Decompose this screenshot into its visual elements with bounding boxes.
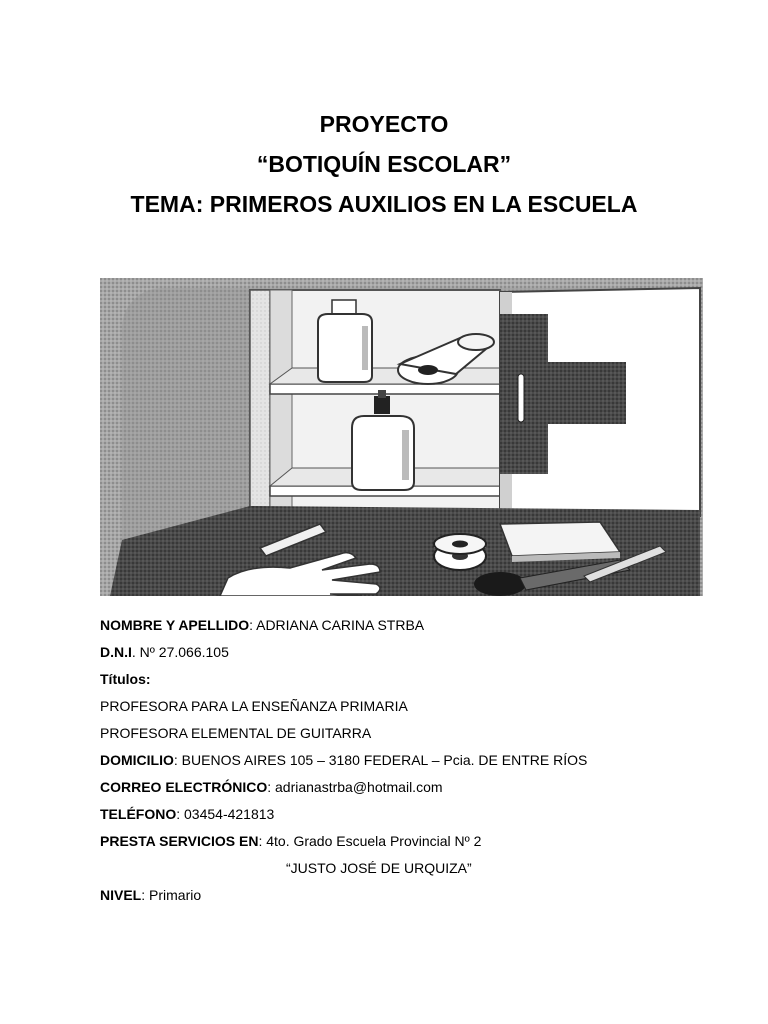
domicilio-value: : BUENOS AIRES 105 – 3180 FEDERAL – Pcia. DE ENTRE RÍOS	[173, 752, 588, 768]
dni-value: . Nº 27.066.105	[131, 644, 229, 660]
presta-row	[100, 828, 740, 855]
titulo-2: PROFESORA ELEMENTAL DE GUITARRA	[100, 725, 372, 741]
gauze-pads	[500, 522, 620, 556]
presta-value: : 4to. Grado Escuela Provincial Nº 2	[258, 833, 482, 849]
domicilio-row	[100, 747, 740, 774]
document-title	[0, 104, 768, 224]
first-aid-cabinet-illustration	[100, 278, 703, 596]
title-proyecto: PROYECTO	[319, 111, 449, 137]
correo-label: CORREO ELECTRÓNICO	[100, 779, 268, 795]
telefono-row	[100, 801, 740, 828]
dni-row	[100, 639, 740, 666]
nombre-value: : ADRIANA CARINA STRBA	[249, 617, 425, 633]
bottle-cap-top	[332, 300, 356, 314]
titulos-label: Títulos:	[100, 671, 151, 687]
titulos-row	[100, 666, 740, 693]
nombre-row	[100, 612, 740, 639]
presta-label: PRESTA SERVICIOS EN	[100, 833, 259, 849]
first-aid-cabinet-drawing	[100, 278, 703, 596]
scissors	[474, 572, 526, 596]
nombre-label: NOMBRE Y APELLIDO	[100, 617, 250, 633]
nivel-row	[100, 882, 740, 909]
door-handle	[518, 374, 524, 422]
nivel-value: : Primario	[141, 887, 202, 903]
domicilio-label: DOMICILIO	[100, 752, 174, 768]
escuela-nombre: “JUSTO JOSÉ DE URQUIZA”	[286, 860, 472, 876]
titulo-1: PROFESORA PARA LA ENSEÑANZA PRIMARIA	[100, 698, 408, 714]
bottle-pump	[374, 396, 390, 414]
nivel-label: NIVEL	[100, 887, 142, 903]
title-botiquin: “BOTIQUÍN ESCOLAR”	[256, 151, 512, 177]
correo-value: : adrianastrba@hotmail.com	[267, 779, 443, 795]
author-info	[100, 612, 740, 909]
telefono-value: : 03454-421813	[176, 806, 275, 822]
telefono-label: TELÉFONO	[100, 806, 177, 822]
correo-row	[100, 774, 740, 801]
title-tema: TEMA: PRIMEROS AUXILIOS EN LA ESCUELA	[130, 191, 638, 217]
dni-label: D.N.I	[100, 644, 132, 660]
first-aid-cross-horizontal	[530, 362, 626, 424]
